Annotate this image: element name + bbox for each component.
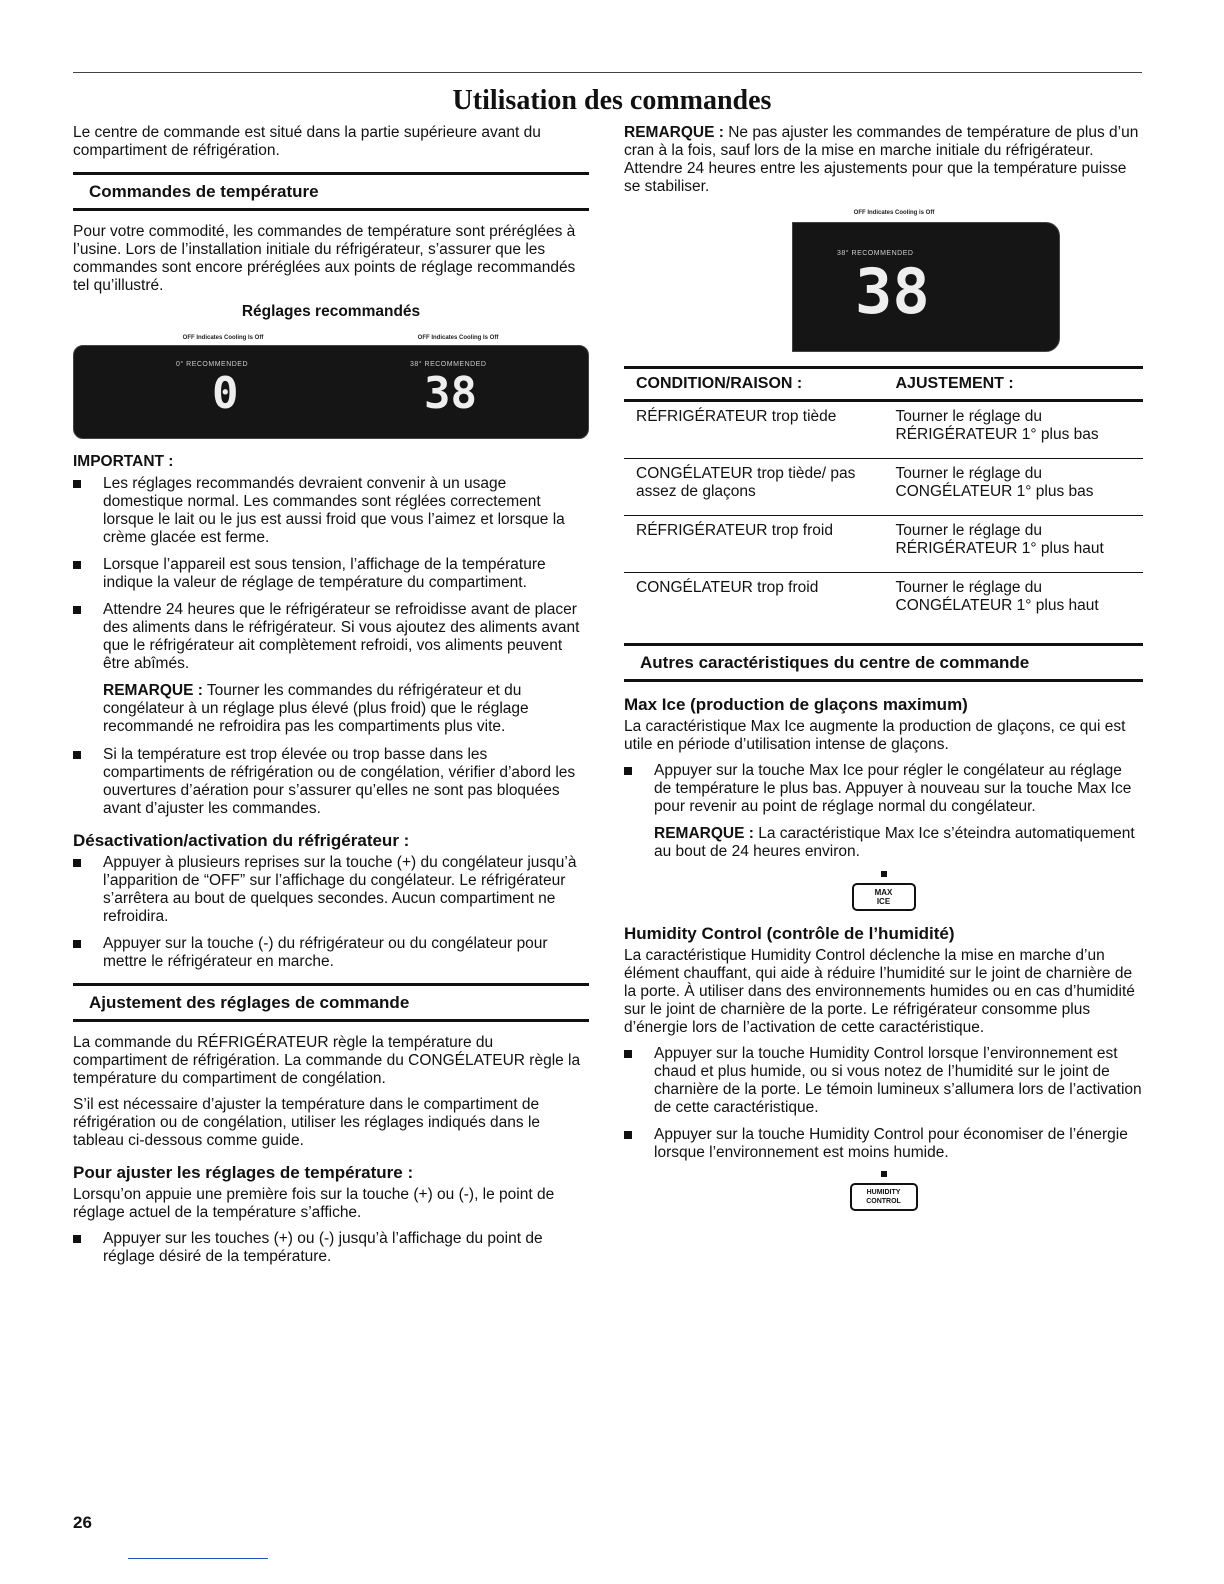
remark-text: Tourner les commandes du réfrigérateur et du congélateur à un réglage plus élevé (plus froid) que le réglage recommandé ne refroidira pas les compartiments plus vite. (103, 682, 529, 735)
remark-label: REMARQUE : (103, 682, 203, 699)
right-column (624, 124, 1143, 1217)
left-column (73, 124, 589, 1275)
list-item: Si la température est trop élevée ou trop basse dans les compartiments de réfrigération ou de congélation, vérifier d’abord les ouvertures d’aération pour s’assurer qu’elles ne sont pas bloquées avant d’ajuster les commandes. (73, 746, 589, 818)
humidity-control-button-icon (850, 1183, 918, 1211)
intro-text: Le centre de commande est situé dans la partie supérieure avant du compartiment de réfrigération. (73, 124, 541, 159)
list-item: Les réglages recommandés devraient convenir à un usage domestique normal. Les commandes sont réglées correctement lorsque le lait ou le jus est aussi froid que vous l’aimez et lorsque la crème glacée est ferme. (73, 475, 589, 547)
adjustment-table (624, 366, 1143, 629)
table-cell: CONGÉLATEUR trop tiède/ pas assez de glaçons (624, 459, 884, 516)
adjust-paragraph-1: La commande du RÉFRIGÉRATEUR règle la température du compartiment de réfrigération. La commande du CONGÉLATEUR règle la température du compartiment de congélation. (73, 1034, 581, 1087)
temp-section-body: Pour votre commodité, les commandes de température sont préréglées à l’usine. Lors de l’installation initiale du réfrigérateur, s’assurer que les commandes sont encore préréglées aux points de réglage recommandés tel qu’illustré. (73, 223, 576, 294)
max-ice-remark (624, 825, 1143, 861)
temp-section-heading: Commandes de température (73, 172, 589, 211)
max-ice-paragraph: La caractéristique Max Ice augmente la production de glaçons, ce qui est utile en période d’utilisation intense de glaçons. (624, 718, 1126, 753)
page-number: 26 (73, 1513, 92, 1532)
single-display-figure (624, 204, 1143, 356)
table-cell: RÉFRIGÉRATEUR trop froid (624, 516, 884, 573)
max-ice-icon-line: MAX (874, 888, 893, 897)
table-header: CONDITION/RAISON : (624, 368, 884, 401)
other-features-heading: Autres caractéristiques du centre de commande (624, 643, 1143, 682)
list-item: Appuyer sur les touches (+) ou (-) jusqu’à l’affichage du point de réglage désiré de la température. (73, 1230, 589, 1266)
max-ice-icon-line: ICE (876, 897, 891, 906)
table-header: AJUSTEMENT : (884, 368, 1144, 401)
deactivation-heading: Désactivation/activation du réfrigérateur : (73, 831, 410, 850)
page-title: Utilisation des commandes (452, 85, 772, 116)
humidity-paragraph: La caractéristique Humidity Control déclenche la mise en marche d’un élément chauffant, qui aide à réduire l’humidité sur le joint de charnière de la porte. À utiliser dans des environnements humides ou en cas d’humidité sur le joint de charnière de la porte. Le réfrigérateur consomme plus d’énergie lors de l’activation de cette caractéristique. (624, 947, 1135, 1036)
important-list (73, 475, 589, 673)
pour-ajuster-list (73, 1230, 589, 1266)
max-ice-heading: Max Ice (production de glaçons maximum) (624, 695, 968, 714)
table-cell: CONGÉLATEUR trop froid (636, 579, 819, 596)
right-remark-label: REMARQUE : (624, 124, 724, 141)
display-digit-fridge: 0 (212, 368, 239, 419)
humidity-icon-line: HUMIDITY (866, 1189, 901, 1196)
table-row (624, 401, 1143, 459)
pour-ajuster-paragraph: Lorsqu’on appuie une première fois sur la touche (+) ou (-), le point de réglage actuel de la température s’affiche. (73, 1186, 555, 1221)
list-item: Attendre 24 heures que le réfrigérateur se refroidisse avant de placer des aliments dans le réfrigérateur. Si vous ajoutez des aliments avant que le réfrigérateur ait complètement refroidi, vos aliments peuvent être abîmés. (73, 601, 589, 673)
figure-caption-2: OFF Indicates Cooling Is Off (417, 335, 499, 341)
table-cell: Tourner le réglage du CONGÉLATEUR 1° plus bas (884, 459, 1144, 516)
max-ice-list (624, 762, 1143, 816)
single-figure-caption: OFF Indicates Cooling is Off (853, 210, 935, 216)
list-item: Lorsque l’appareil est sous tension, l’affichage de la température indique la valeur de réglage de température du compartiment. (73, 556, 589, 592)
max-ice-remark-text: La caractéristique Max Ice s’éteindra automatiquement au bout de 24 heures environ. (654, 825, 1135, 860)
max-ice-button-icon (852, 883, 916, 911)
list-item: Appuyer sur la touche Humidity Control lorsque l’environnement est chaud et plus humide, ou si vous notez de l’humidité sur le joint de charnière de la porte. Le témoin lumineux s’allumera lors de l’activation de cette caractéristique. (624, 1045, 1143, 1117)
remark-note (73, 682, 589, 736)
table-row (624, 516, 1143, 573)
humidity-list (624, 1045, 1143, 1162)
table-cell: RÉFRIGÉRATEUR trop tiède (624, 401, 884, 459)
recommended-settings-figure (73, 327, 589, 445)
table-cell: Tourner le réglage du RÉRIGÉRATEUR 1° plus haut (884, 516, 1144, 573)
display-label-freezer: 38° RECOMMENDED (410, 361, 487, 368)
humidity-icon-line: CONTROL (866, 1198, 901, 1205)
table-cell: Tourner le réglage du CONGÉLATEUR 1° plus haut (895, 579, 1099, 614)
figure-label: Réglages recommandés (241, 303, 421, 320)
important-label: IMPORTANT : (73, 453, 174, 470)
display-digit-freezer: 38 (424, 368, 477, 419)
single-display-panel (792, 222, 1060, 352)
adjust-section-heading: Ajustement des réglages de commande (73, 983, 589, 1022)
single-display-digit: 38 (855, 255, 930, 328)
single-display-label: 38° RECOMMENDED (837, 250, 914, 257)
right-remark-text: Ne pas ajuster les commandes de température de plus d’un cran à la fois, sauf lors de la mise en marche initiale du réfrigérateur. Attendre 24 heures entre les ajustements pour que la température puisse se stabiliser. (624, 124, 1139, 195)
max-ice-remark-label: REMARQUE : (654, 825, 754, 842)
list-item: Appuyer sur la touche Max Ice pour régler le congélateur au réglage de température le plus bas. Appuyer à nouveau sur la touche Max Ice pour revenir au point de réglage normal du congélateur. (624, 762, 1143, 816)
list-item: Appuyer à plusieurs reprises sur la touche (+) du congélateur jusqu’à l’apparition de “OFF” sur l’affichage du congélateur. Le réfrigérateur s’arrêtera au bout de quelques secondes. Aucun compartiment ne refroidira. (73, 854, 589, 926)
humidity-heading: Humidity Control (contrôle de l’humidité) (624, 924, 955, 943)
top-rule (73, 72, 1142, 73)
figure-caption-1: OFF Indicates Cooling Is Off (182, 335, 264, 341)
indicator-dot-icon (881, 1171, 887, 1177)
table-row (624, 573, 1143, 630)
indicator-dot-icon (881, 871, 887, 877)
display-label-fridge: 0° RECOMMENDED (176, 361, 249, 368)
list-item: Appuyer sur la touche Humidity Control pour économiser de l’énergie lorsque l’environnement est moins humide. (624, 1126, 1143, 1162)
table-row (624, 459, 1143, 516)
important-list-continued (73, 746, 589, 818)
table-cell: Tourner le réglage du RÉRIGÉRATEUR 1° plus bas (884, 401, 1144, 459)
pour-ajuster-heading: Pour ajuster les réglages de température : (73, 1163, 414, 1182)
footer-line (128, 1558, 268, 1559)
right-remark (624, 124, 1143, 196)
adjust-paragraph-2: S’il est nécessaire d’ajuster la température dans le compartiment de réfrigération ou de congélation, utiliser les réglages indiqués dans le tableau ci-dessous comme guide. (73, 1096, 541, 1149)
list-item: Appuyer sur la touche (-) du réfrigérateur ou du congélateur pour mettre le réfrigérateur en marche. (73, 935, 589, 971)
dual-display-panel (73, 345, 589, 439)
deactivation-list (73, 854, 589, 971)
table-header-row (624, 368, 1143, 401)
